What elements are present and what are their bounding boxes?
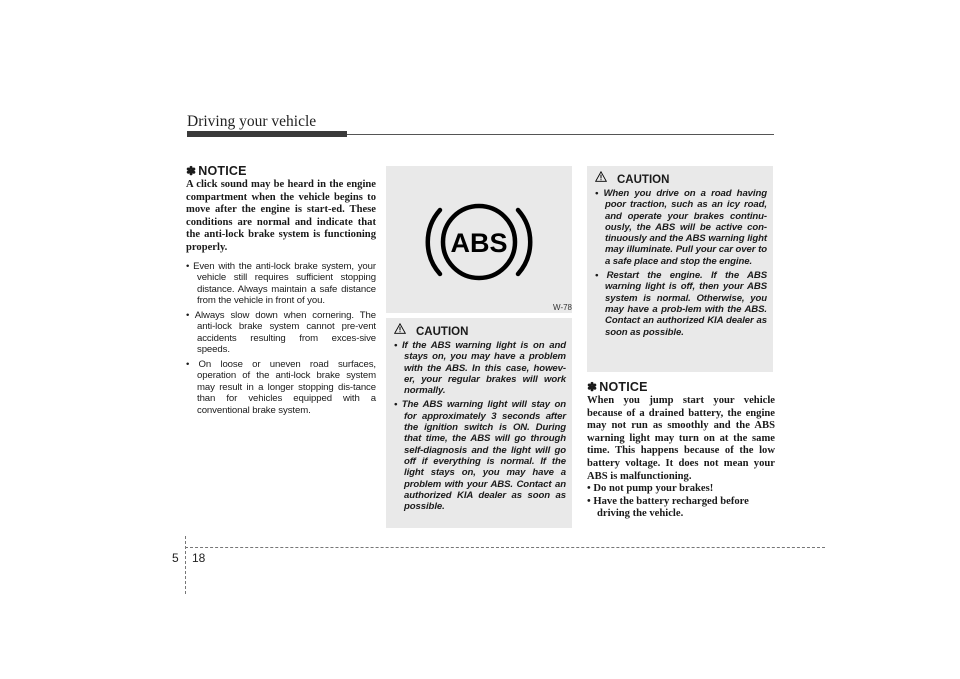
- notice-heading: [587, 380, 775, 394]
- list-item: • Do not pump your brakes!: [587, 483, 714, 495]
- list-item: • When you drive on a road having poor traction, such as an icy road, and operate your brakes continu-ously, the ABS will be active con-tinuously and the ABS warning light may illuminate. Pull your car over to a safe place and stop the engine.: [595, 188, 767, 267]
- section-number: 5: [172, 551, 179, 565]
- abs-figure-panel: [386, 166, 572, 313]
- notice-heading: [186, 164, 376, 178]
- warning-triangle-icon: [394, 323, 406, 334]
- page-header-title: Driving your vehicle: [187, 113, 317, 130]
- notice-text: When you jump start your vehicle because of a drained battery, the engine may not run as smoothly and the ABS warning light may turn on at the same time. This happens because of the low battery voltage. It does not mean your ABS is malfunctioning.: [587, 395, 775, 482]
- left-column: [186, 164, 376, 419]
- list-item: • The ABS warning light will stay on for approximately 3 seconds after the ignition switch is ON. During that time, the ABS will go through self-diagnosis and the light will go off if everything is normal. If the light stays on, you may have a problem with your ABS. Contact an authorized KIA dealer as soon as possible.: [394, 399, 566, 513]
- list-item: • On loose or uneven road surfaces, operation of the anti-lock brake system may result in a longer stopping dis-tance than for vehicles equipped with a conventional brake system.: [186, 358, 376, 416]
- caution-title: CAUTION: [617, 174, 670, 186]
- abs-symbol-text: ABS: [450, 228, 508, 258]
- figure-code: W-78: [553, 303, 572, 312]
- notice-star-icon: ✽: [186, 164, 197, 178]
- header-rule: [347, 134, 774, 135]
- notice-label: NOTICE: [198, 164, 247, 178]
- notice-right: [587, 380, 775, 521]
- left-bullet-list: [186, 261, 376, 417]
- caution-heading: [587, 166, 773, 186]
- warning-triangle-icon: [595, 171, 607, 182]
- list-item: • Have the battery recharged before driving the vehicle.: [587, 495, 749, 520]
- notice-bullet-list: [587, 483, 775, 521]
- caution-list: [587, 188, 773, 338]
- caution-box-right: [587, 166, 773, 372]
- footer-vertical-rule: [185, 536, 186, 594]
- caution-list: [386, 340, 572, 512]
- notice-star-icon: ✽: [587, 380, 598, 394]
- footer-horizontal-rule: [185, 547, 825, 548]
- notice-label: NOTICE: [599, 380, 648, 394]
- header-bar: [187, 131, 347, 137]
- list-item: • If the ABS warning light is on and stays on, you may have a problem with the ABS. In this case, howev-er, your regular brakes will work normally.: [394, 340, 566, 397]
- page-number: 18: [192, 551, 206, 565]
- list-item: • Even with the anti-lock brake system, your vehicle still requires sufficient stopping distance. Always maintain a safe distance from the vehicle in front of you.: [186, 260, 376, 307]
- list-item: • Restart the engine. If the ABS warning light is off, then your ABS system is normal. Otherwise, you may have a prob-lem with the ABS. Contact an authorized KIA dealer as soon as possible.: [595, 270, 767, 338]
- caution-box-middle: [386, 318, 572, 528]
- notice-text: A click sound may be heard in the engine compartment when the vehicle begins to move after the engine is start-ed. These conditions are normal and indicate that the anti-lock brake system is functioning properly.: [186, 179, 376, 253]
- caution-heading: [386, 318, 572, 338]
- list-item: • Always slow down when cornering. The anti-lock brake system cannot pre-vent accidents resulting from exces-sive speeds.: [186, 309, 376, 356]
- abs-warning-icon: [386, 166, 572, 313]
- caution-title: CAUTION: [416, 326, 469, 338]
